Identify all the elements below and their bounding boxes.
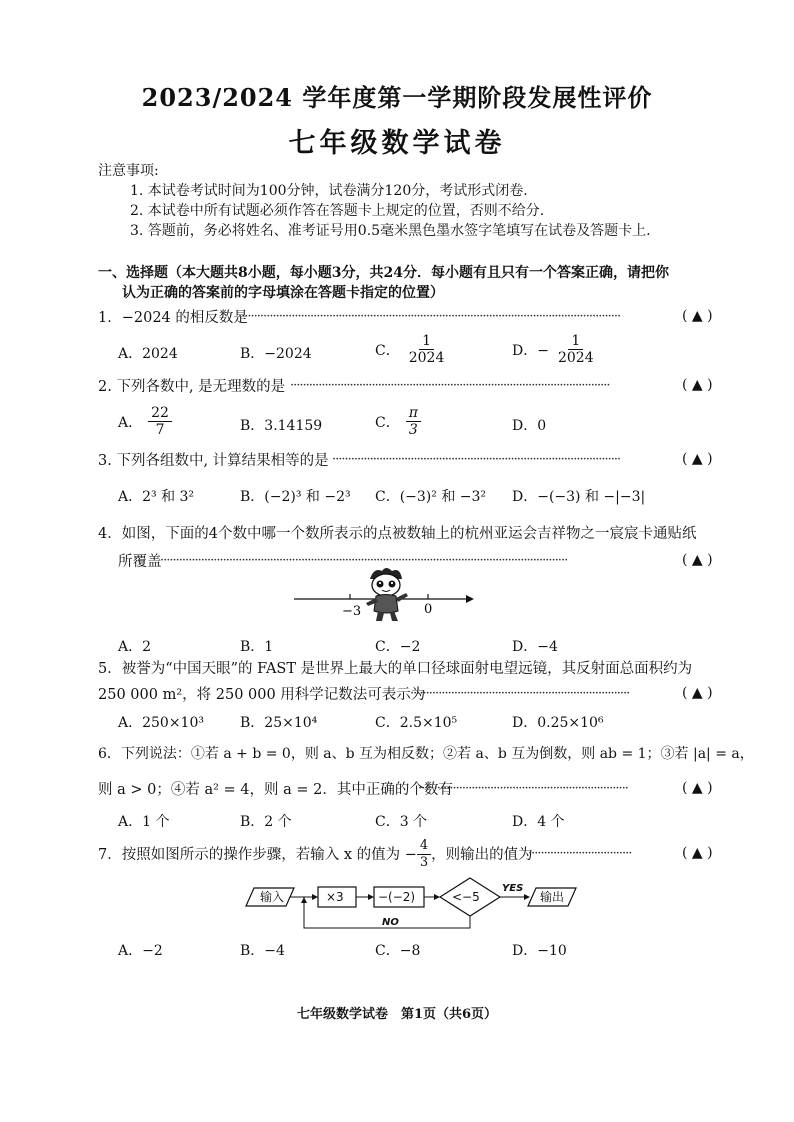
q4-option-d: D．−4	[512, 639, 558, 655]
q3-answer-mark: ( ▲ )	[682, 451, 713, 467]
q7-option-a: A．−2	[118, 943, 163, 959]
q1-option-c	[375, 333, 447, 366]
q6-answer-mark: ( ▲ )	[682, 780, 713, 796]
q7-answer-mark: ( ▲ )	[682, 845, 713, 861]
q1-option-b: B．−2024	[240, 346, 312, 362]
q5-stem-line1: 5．被誉为“中国天眼”的 FAST 是世界上最大的单口径球面射电望远镜，其反射面总面积约为	[98, 661, 693, 677]
section-heading-line1: 一、选择题（本大题共8小题，每小题3分，共24分．每小题有且只有一个答案正确，请把你	[98, 265, 669, 281]
flowchart-figure	[240, 874, 590, 936]
q1-option-a: A．2024	[118, 346, 178, 362]
q1-option-c-label: C．	[375, 342, 400, 359]
q2-option-c-fraction	[406, 405, 421, 438]
note-item-1: 1. 本试卷考试时间为100分钟，试卷满分120分，考试形式闭卷.	[130, 183, 528, 199]
q3-option-a: A．2³ 和 3²	[118, 489, 195, 505]
q6-stem-line1: 6．下列说法：①若 a + b = 0，则 a、b 互为相反数；②若 a、b 互为倒数，则 ab = 1；③若 |a| = a，	[98, 746, 754, 762]
q7-leader-dots: ·································	[528, 846, 632, 861]
q1-option-c-den: 2024	[408, 350, 445, 366]
flow-condition-label: <−5	[452, 890, 480, 904]
q3-option-d: D．−(−3) 和 −|−3|	[512, 489, 646, 505]
q2-answer-mark: ( ▲ )	[682, 377, 713, 393]
q2-leader-dots: ······································································································	[290, 378, 610, 393]
q4-leader-dots: ··································································································································	[160, 553, 568, 568]
q6-option-d: D．4 个	[512, 814, 565, 830]
q7-stem-num: 4	[417, 838, 431, 855]
q3-option-b: B．(−2)³ 和 −2³	[240, 489, 351, 505]
q7-option-c: C．−8	[375, 943, 421, 959]
q4-stem-line2: 所覆盖	[118, 554, 162, 570]
q4-answer-mark: ( ▲ )	[682, 552, 713, 568]
flow-arrowhead-1	[312, 894, 318, 900]
flow-output-label: 输出	[540, 890, 565, 904]
q2-option-c-label: C．	[375, 414, 400, 431]
flow-arrowhead-yes	[524, 894, 530, 900]
page-footer: 七年级数学试卷 第1页（共6页）	[296, 1007, 498, 1022]
q7-stem	[98, 838, 533, 871]
q5-option-b: B．25×10⁴	[240, 715, 318, 731]
notes-heading: 注意事项:	[98, 163, 159, 179]
q6-stem-line2: 则 a > 0；④若 a² = 4，则 a = 2．其中正确的个数有	[98, 782, 453, 798]
q2-option-c-den: 3	[408, 422, 418, 438]
q6-leader-dots: ···································································	[418, 781, 628, 796]
q5-leader-dots: ······································································	[410, 686, 630, 701]
exam-title: 2023/2024 学年度第一学期阶段发展性评价	[141, 83, 653, 112]
q6-option-a: A．1 个	[118, 814, 170, 830]
q5-option-a: A．250×10³	[118, 715, 204, 731]
q2-option-c	[375, 405, 421, 438]
q4-option-a: A．2	[118, 639, 152, 655]
q1-answer-mark: ( ▲ )	[682, 308, 713, 324]
q7-stem-fraction	[417, 838, 431, 871]
q2-option-b: B．3.14159	[240, 418, 323, 434]
q2-option-a-num: 22	[148, 405, 172, 422]
q3-option-c: C．(−3)² 和 −3²	[375, 489, 487, 505]
q5-answer-mark: ( ▲ )	[682, 685, 713, 701]
q4-option-c: C．−2	[375, 639, 421, 655]
q5-stem-line2: 250 000 m²，将 250 000 用科学记数法可表示为	[98, 687, 426, 703]
note-item-2: 2. 本试卷中所有试题必须作答在答题卡上规定的位置，否则不给分.	[130, 203, 545, 219]
q1-option-c-num: 1	[419, 333, 434, 350]
flow-no-label: NO	[382, 917, 399, 928]
axis-label-minus3: −3	[342, 604, 362, 619]
q1-stem: 1．−2024 的相反数是	[98, 310, 248, 326]
q6-option-b: B．2 个	[240, 814, 292, 830]
q2-stem: 2. 下列各数中, 是无理数的是	[98, 379, 286, 395]
q2-option-d: D．0	[512, 418, 547, 434]
q1-option-d	[512, 333, 597, 366]
q1-option-d-num: 1	[568, 333, 583, 350]
flow-yes-label: YES	[502, 883, 524, 894]
q5-option-c: C．2.5×10⁵	[375, 715, 458, 731]
q2-option-a-fraction	[148, 405, 172, 438]
q3-leader-dots: ····························································································	[332, 452, 621, 467]
q4-option-b: B．1	[240, 639, 274, 655]
q2-option-a-label: A．	[118, 414, 143, 431]
number-line-figure	[290, 565, 480, 625]
q6-option-c: C．3 个	[375, 814, 428, 830]
q1-leader-dots: ··························································································································	[238, 309, 621, 324]
number-line-arrow	[466, 595, 474, 603]
flow-arrowhead-2	[368, 894, 374, 900]
q7-stem-pre: 7．按照如图所示的操作步骤，若输入 x 的值为 −	[98, 846, 417, 863]
exam-subtitle: 七年级数学试卷	[288, 128, 506, 159]
q7-stem-den: 3	[419, 855, 429, 870]
q2-option-c-num: π	[406, 405, 421, 422]
q1-option-d-den: 2024	[557, 350, 594, 366]
q2-option-a	[118, 405, 172, 438]
mascot-sticker-icon	[366, 568, 408, 621]
q2-option-a-den: 7	[155, 422, 165, 438]
flow-times3-label: ×3	[326, 890, 344, 904]
q5-option-d: D．0.25×10⁶	[512, 715, 604, 731]
section-heading-line2: 认为正确的答案前的字母填涂在答题卡指定的位置）	[122, 285, 444, 301]
q4-stem-line1: 4．如图，下面的4个数中哪一个数所表示的点被数轴上的杭州亚运会吉祥物之一宸宸卡通贴纸	[98, 526, 697, 542]
q7-option-b: B．−4	[240, 943, 285, 959]
q7-option-d: D．−10	[512, 943, 567, 959]
flow-arrowhead-no	[301, 897, 307, 903]
q1-option-d-label: D．−	[512, 342, 549, 359]
q3-stem: 3. 下列各组数中, 计算结果相等的是	[98, 453, 329, 469]
note-item-3: 3. 答题前，务必将姓名、准考证号用0.5毫米黑色墨水签字笔填写在试卷及答题卡上.	[130, 223, 651, 239]
flow-minus-label: −(−2)	[378, 890, 416, 904]
q7-stem-post: ，则输出的值为	[431, 846, 533, 863]
axis-label-zero: 0	[424, 602, 433, 617]
flow-input-label: 输入	[260, 890, 285, 904]
q1-option-d-fraction	[555, 333, 597, 366]
q1-option-c-fraction	[406, 333, 448, 366]
